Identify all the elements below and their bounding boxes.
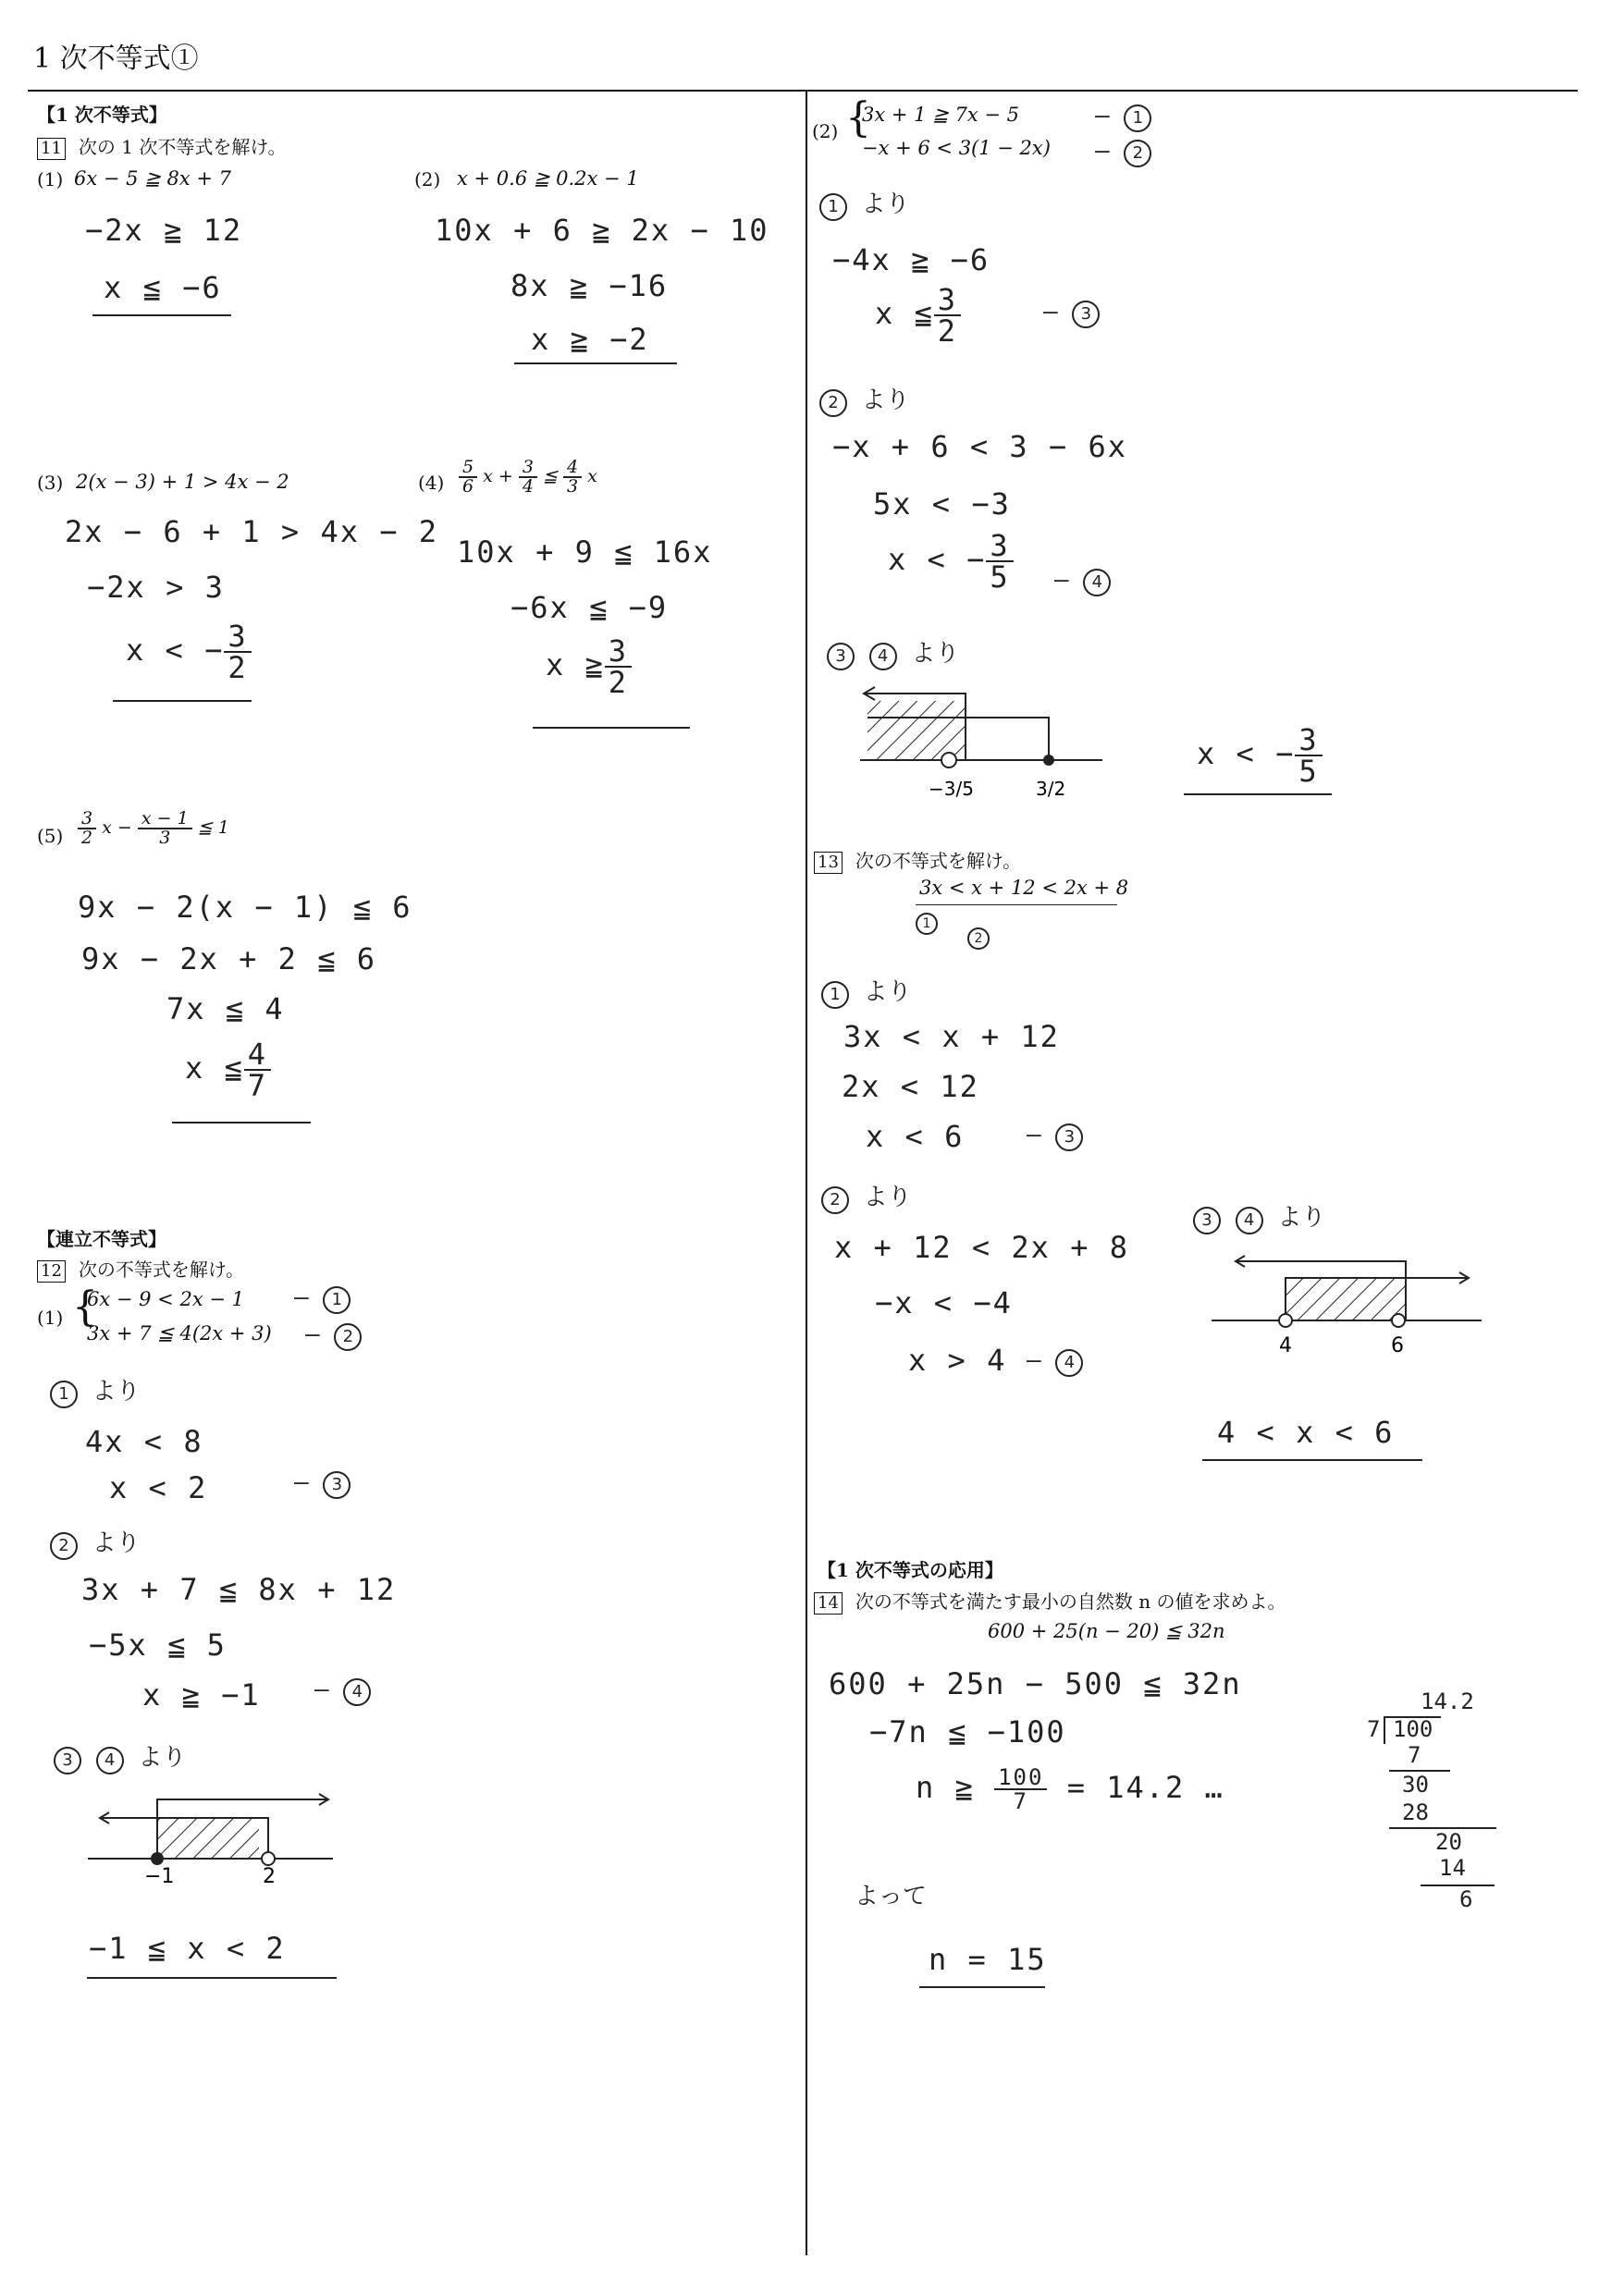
step-label: より (911, 640, 960, 668)
work-fraction (934, 282, 961, 349)
work-lhs: x ≦ (875, 296, 934, 331)
work-numerator: 3 (986, 531, 1013, 562)
overlap-hatch (867, 701, 966, 760)
split-mark-2 (967, 925, 990, 950)
q1-answer-underline (92, 314, 231, 316)
problem-11 (37, 132, 287, 160)
q13-work-6: x > 4 (908, 1343, 1007, 1378)
q13-mark-4: — 4 (1027, 1346, 1083, 1377)
division-row-2: 30 (1402, 1772, 1429, 1798)
problem-14 (814, 1587, 1286, 1615)
answer-fraction (1295, 722, 1322, 789)
circled-3: 3 (323, 1471, 351, 1499)
q2-work-1: 10x + 6 ≧ 2x − 10 (435, 213, 769, 248)
column-divider (806, 92, 807, 2255)
q12-1-label: (1) (37, 1307, 64, 1329)
q12-1-work-3: 3x + 7 ≦ 8x + 12 (81, 1572, 397, 1607)
q2-label: (2) (414, 168, 441, 190)
q14-answer-underline (919, 1986, 1045, 1988)
q12-1-eq-1: 6x − 9 < 2x − 1 (87, 1288, 244, 1310)
q4-frac-1-den: 6 (462, 476, 474, 497)
circled-3: 3 (827, 643, 855, 670)
q1-work-1: −2x ≧ 12 (85, 213, 243, 248)
q3-equation: 2(x − 3) + 1 > 4x − 2 (76, 471, 289, 493)
circled-2: 2 (819, 389, 847, 417)
tick-label-minus3-5: −3/5 (929, 778, 974, 800)
q13-work-2: 2x < 12 (842, 1069, 979, 1104)
circled-3: 3 (54, 1747, 81, 1774)
q4-numerator: 3 (605, 636, 632, 668)
q5-answer-lhs: x ≦ (185, 1050, 244, 1086)
circled-2: 2 (1124, 140, 1151, 167)
circled-2: 2 (334, 1323, 362, 1351)
q12-1-mark-3: — 3 (294, 1468, 351, 1499)
q3-denominator: 2 (228, 650, 248, 685)
q4-label: (4) (418, 472, 445, 494)
q5-answer-underline (172, 1122, 311, 1123)
q3-answer (126, 619, 252, 685)
tick-label-6: 6 (1391, 1334, 1404, 1357)
overlap-hatch (157, 1818, 259, 1859)
q4-frac-3-num: 4 (563, 459, 582, 478)
q13-work-3: x < 6 (866, 1119, 965, 1154)
q2-equation: x + 0.6 ≧ 0.2x − 1 (457, 167, 639, 190)
q12-2-work-2 (875, 282, 961, 349)
work-fraction (994, 1766, 1047, 1812)
q12-2-eq-1: 3x + 1 ≧ 7x − 5 (862, 104, 1019, 126)
problem-number: 14 (814, 1592, 843, 1615)
step-label: より (861, 387, 910, 414)
q2-work-2: 8x ≧ −16 (511, 268, 669, 303)
problem-13 (814, 846, 1021, 874)
q13-step-3 (1193, 1198, 1325, 1234)
division-row-5: 14 (1439, 1855, 1466, 1881)
answer-numerator: 3 (1295, 725, 1322, 756)
work-denominator: 7 (1013, 1788, 1028, 1814)
closed-point (1043, 755, 1054, 766)
q13-work-5: −x < −4 (875, 1285, 1013, 1320)
q4-answer-underline (533, 727, 690, 729)
q5-label: (5) (37, 825, 64, 847)
q13-answer-underline (1202, 1459, 1422, 1461)
section-heading-simultaneous: 【連立不等式】 (37, 1228, 166, 1250)
open-point (941, 753, 956, 767)
answer-denominator: 5 (1298, 754, 1319, 789)
q4-work-1: 10x + 9 ≦ 16x (457, 534, 713, 570)
closed-point (151, 1852, 164, 1865)
q1-label: (1) (37, 168, 64, 190)
circled-1: 1 (323, 1286, 351, 1314)
q4-equation (459, 459, 597, 496)
division-row-3: 28 (1402, 1799, 1429, 1825)
work-fraction (986, 528, 1013, 595)
q12-2-number-line (851, 675, 1110, 814)
step-label: より (861, 190, 910, 218)
section-heading-application: 【1 次不等式の応用】 (818, 1559, 1003, 1581)
problem-13-equation: 3x < x + 12 < 2x + 8 (919, 877, 1129, 899)
work-numerator: 100 (994, 1766, 1047, 1790)
q4-answer-lhs: x ≧ (546, 647, 605, 682)
q12-1-work-1: 4x < 8 (85, 1424, 203, 1459)
q5-work-2: 9x − 2x + 2 ≦ 6 (81, 941, 376, 976)
circled-4: 4 (869, 643, 897, 670)
q5-answer-fraction (244, 1037, 271, 1103)
step-label: より (92, 1378, 141, 1406)
work-lhs: x < − (888, 542, 987, 577)
circled-1: 1 (916, 913, 938, 935)
problem-number: 12 (37, 1260, 66, 1283)
q4-denominator: 2 (608, 665, 629, 700)
division-remainder: 6 (1459, 1886, 1473, 1912)
tick-label-4: 4 (1279, 1334, 1292, 1357)
circled-1: 1 (1124, 104, 1151, 132)
quotient: 14.2 (1421, 1688, 1474, 1714)
q5-eq-part-1: x − (102, 817, 132, 838)
q12-1-step-2 (50, 1524, 141, 1560)
q5-frac-2-den: 3 (159, 828, 171, 848)
q12-1-step-1 (50, 1372, 141, 1408)
problem-12 (37, 1255, 244, 1283)
q5-denominator: 7 (247, 1068, 268, 1103)
q14-so: よって (855, 1883, 928, 1910)
divisor: 7 (1367, 1716, 1381, 1742)
q1-answer: x ≦ −6 (104, 270, 222, 305)
q5-frac-1 (78, 810, 96, 847)
circled-3: 3 (1193, 1207, 1221, 1234)
split-mark-1 (916, 910, 938, 935)
q4-eq-part-3: x (587, 466, 597, 486)
circled-1: 1 (821, 981, 849, 1009)
q5-frac-2 (138, 810, 192, 847)
q5-answer (185, 1037, 271, 1103)
q13-answer: 4 < x < 6 (1217, 1415, 1395, 1450)
work-denominator: 2 (937, 313, 958, 349)
q12-2-step-3 (827, 634, 959, 670)
q12-2-mark-2: — 2 (1095, 137, 1151, 167)
q4-frac-2-num: 3 (519, 459, 537, 478)
q3-answer-underline (113, 700, 252, 702)
q12-1-step-3 (54, 1738, 186, 1774)
q3-label: (3) (37, 472, 64, 494)
problem-instruction: 次の不等式を満たす最小の自然数 n の値を求めよ。 (855, 1590, 1286, 1613)
q13-step-2 (821, 1178, 912, 1214)
header-rule (28, 90, 1578, 92)
open-point (1392, 1314, 1405, 1327)
circled-4: 4 (343, 1678, 371, 1706)
q12-1-answer-underline (87, 1977, 337, 1979)
q4-answer (546, 633, 632, 700)
q13-step-1 (821, 973, 912, 1009)
q5-equation (78, 810, 229, 847)
q5-eq-part-2: ≦ 1 (197, 817, 229, 838)
system-brace: { (72, 1283, 98, 1331)
q1-equation: 6x − 5 ≧ 8x + 7 (74, 167, 231, 190)
q12-1-answer: −1 ≦ x < 2 (89, 1931, 286, 1966)
circled-1: 1 (50, 1381, 78, 1408)
q4-eq-part-1: x + (483, 466, 513, 486)
q12-1-work-4: −5x ≦ 5 (89, 1627, 227, 1663)
q14-work-3 (916, 1766, 1224, 1812)
q12-2-work-4: 5x < −3 (873, 486, 1011, 522)
circled-4: 4 (1055, 1349, 1083, 1377)
q4-frac-3-den: 3 (566, 476, 579, 497)
step-label: より (863, 1184, 912, 1211)
circled-2: 2 (50, 1532, 78, 1560)
q14-work-1: 600 + 25n − 500 ≦ 32n (829, 1666, 1242, 1701)
q13-number-line (1208, 1245, 1485, 1365)
q12-2-mark-3: — 3 (1043, 298, 1100, 328)
q4-work-2: −6x ≦ −9 (511, 590, 669, 625)
circled-3: 3 (1072, 301, 1100, 328)
q12-1-work-2: x < 2 (109, 1470, 208, 1505)
circled-3: 3 (1055, 1123, 1083, 1151)
step-label: より (138, 1744, 187, 1772)
q3-answer-fraction (224, 619, 251, 685)
open-point (262, 1852, 275, 1865)
q12-2-work-1: −4x ≧ −6 (832, 242, 990, 277)
q4-frac-2-den: 4 (522, 476, 534, 497)
q12-1-number-line (83, 1785, 342, 1886)
q5-frac-2-num: x − 1 (138, 810, 192, 829)
q13-mark-3: — 3 (1027, 1121, 1083, 1151)
tick-label-2: 2 (263, 1865, 276, 1886)
problem-instruction: 次の 1 次不等式を解け。 (78, 136, 287, 158)
q4-frac-2 (519, 459, 537, 496)
circled-4: 4 (96, 1747, 124, 1774)
q5-work-1: 9x − 2(x − 1) ≦ 6 (78, 890, 412, 925)
work-rhs: = 14.2 … (1066, 1770, 1224, 1805)
division-row-4: 20 (1435, 1829, 1462, 1855)
tick-label-3-2: 3/2 (1036, 778, 1066, 800)
q3-numerator: 3 (224, 621, 251, 653)
tick-label-minus1: −1 (144, 1865, 175, 1886)
q12-2-mark-4: — 4 (1054, 566, 1111, 596)
q13-work-1: 3x < x + 12 (843, 1019, 1060, 1054)
division-line-3 (1421, 1885, 1495, 1886)
step-label: より (92, 1529, 141, 1557)
q3-answer-lhs: x < − (126, 632, 225, 668)
q12-2-step-2 (819, 381, 910, 417)
work-lhs: n ≧ (916, 1770, 975, 1805)
overlap-hatch (1286, 1278, 1406, 1320)
q3-work-2: −2x > 3 (87, 570, 225, 605)
open-point (1279, 1314, 1292, 1327)
q12-2-label: (2) (812, 120, 839, 142)
circled-4: 4 (1083, 569, 1111, 596)
problem-instruction: 次の不等式を解け。 (855, 850, 1022, 872)
q12-1-mark-4: — 4 (314, 1676, 371, 1706)
problem-instruction: 次の不等式を解け。 (78, 1259, 245, 1281)
problem-number: 13 (814, 852, 843, 874)
section-heading-linear: 【1 次不等式】 (37, 104, 167, 126)
q12-1-work-5: x ≧ −1 (142, 1677, 261, 1713)
q4-answer-fraction (605, 633, 632, 700)
division-row-1: 7 (1408, 1742, 1421, 1768)
q12-1-mark-1: — 1 (294, 1283, 351, 1314)
q12-2-eq-2: −x + 6 < 3(1 − 2x) (862, 137, 1051, 159)
q2-answer: x ≧ −2 (531, 322, 649, 357)
q4-frac-1 (459, 459, 477, 496)
q12-1-eq-2: 3x + 7 ≦ 4(2x + 3) (87, 1322, 272, 1344)
q12-2-work-5 (888, 528, 1014, 595)
step-label: より (1277, 1204, 1326, 1232)
q12-2-step-1 (819, 185, 910, 221)
q2-answer-underline (514, 362, 677, 364)
q12-2-answer (1197, 722, 1323, 789)
circled-2: 2 (821, 1186, 849, 1214)
circled-2: 2 (967, 927, 990, 950)
q13-work-4: x + 12 < 2x + 8 (834, 1230, 1129, 1265)
dividend: 100 (1393, 1716, 1433, 1742)
problem-14-equation: 600 + 25(n − 20) ≦ 32n (988, 1620, 1225, 1642)
q4-frac-1-num: 5 (459, 459, 477, 478)
q5-frac-1-den: 2 (81, 828, 93, 848)
q5-frac-1-num: 3 (78, 810, 96, 829)
q12-2-answer-underline (1184, 793, 1332, 795)
q12-2-work-3: −x + 6 < 3 − 6x (832, 429, 1127, 464)
q14-work-2: −7n ≦ −100 (869, 1714, 1066, 1750)
long-division (1361, 1688, 1528, 1975)
page-title: 1 次不等式① (33, 43, 199, 75)
answer-lhs: x < − (1197, 736, 1296, 771)
circled-1: 1 (819, 193, 847, 221)
q12-2-mark-1: — 1 (1095, 102, 1151, 132)
q5-numerator: 4 (244, 1039, 271, 1071)
system-brace: { (845, 94, 871, 141)
long-division-work (1361, 1688, 1528, 1975)
step-label: より (863, 978, 912, 1006)
work-denominator: 5 (990, 559, 1010, 595)
q5-work-3: 7x ≦ 4 (166, 991, 285, 1026)
q12-1-mark-2: — 2 (305, 1320, 362, 1351)
q4-eq-part-2: ≦ (543, 466, 558, 486)
circled-4: 4 (1236, 1207, 1263, 1234)
equation-split-line (916, 904, 1117, 905)
q4-frac-3 (563, 459, 582, 496)
problem-number: 11 (37, 138, 66, 160)
work-numerator: 3 (934, 285, 961, 316)
q3-work-1: 2x − 6 + 1 > 4x − 2 (65, 514, 439, 549)
q14-answer: n = 15 (929, 1942, 1047, 1977)
